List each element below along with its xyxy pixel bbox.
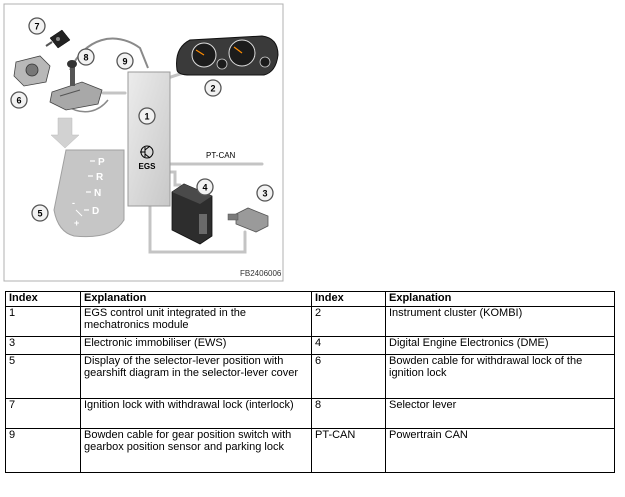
header-index-1: Index <box>6 292 81 307</box>
header-explanation-1: Explanation <box>81 292 312 307</box>
callout-1 <box>139 108 155 124</box>
explanation-cell: Digital Engine Electronics (DME) <box>386 337 615 355</box>
gear-p: P <box>98 157 105 168</box>
callout-6-label: 6 <box>16 95 22 106</box>
table-row <box>6 307 615 337</box>
callout-1-label: 1 <box>144 111 150 122</box>
gear-n: N <box>94 188 102 199</box>
explanation-cell: Electronic immobiliser (EWS) <box>81 337 312 355</box>
callout-2 <box>205 80 221 96</box>
legend-table <box>5 291 615 473</box>
table-row <box>6 337 615 355</box>
gear-r: R <box>96 172 104 183</box>
index-cell: 2 <box>312 307 386 337</box>
explanation-cell: Powertrain CAN <box>386 429 615 473</box>
explanation-cell: Bowden cable for withdrawal lock of the ignition lock <box>386 355 615 399</box>
index-cell: 1 <box>6 307 81 337</box>
callout-2-label: 2 <box>210 83 216 94</box>
explanation-cell: EGS control unit integrated in the mechatronics module <box>81 307 312 337</box>
index-cell: 3 <box>6 337 81 355</box>
table-row <box>6 429 615 473</box>
index-cell: 9 <box>6 429 81 473</box>
selector-lever-cover <box>54 150 124 237</box>
callout-9-label: 9 <box>122 56 128 67</box>
instrument-cluster <box>177 36 278 75</box>
explanation-cell: Bowden cable for gear position switch with gearbox position sensor and parking lock <box>81 429 312 473</box>
index-cell: 8 <box>312 399 386 429</box>
callout-5 <box>32 205 48 221</box>
callout-8-label: 8 <box>83 52 89 63</box>
legend-header-row <box>6 292 615 307</box>
callout-8 <box>78 49 94 65</box>
callout-6 <box>11 92 27 108</box>
egs-label: EGS <box>138 162 156 171</box>
callout-4 <box>197 179 213 195</box>
minus-mark: - <box>72 198 75 208</box>
plus-mark: + <box>74 218 80 228</box>
pt-can-label: PT-CAN <box>206 151 236 160</box>
callout-4-label: 4 <box>202 182 208 193</box>
callout-7 <box>29 18 45 34</box>
header-explanation-2: Explanation <box>386 292 615 307</box>
index-cell: 6 <box>312 355 386 399</box>
callout-3 <box>257 185 273 201</box>
callout-3-label: 3 <box>262 188 268 199</box>
callout-9 <box>117 53 133 69</box>
index-cell: 5 <box>6 355 81 399</box>
index-cell: 7 <box>6 399 81 429</box>
explanation-cell: Instrument cluster (KOMBI) <box>386 307 615 337</box>
table-row <box>6 355 615 399</box>
egs-control-unit <box>128 72 170 206</box>
figure-code: FB2406006 <box>240 269 282 278</box>
explanation-cell: Ignition lock with withdrawal lock (interlock) <box>81 399 312 429</box>
explanation-cell: Selector lever <box>386 399 615 429</box>
callout-7-label: 7 <box>34 21 40 32</box>
callout-5-label: 5 <box>37 208 43 219</box>
gear-d: D <box>92 206 100 217</box>
table-row <box>6 399 615 429</box>
index-cell: 4 <box>312 337 386 355</box>
explanation-cell: Display of the selector-lever position with gearshift diagram in the selector-lever cover <box>81 355 312 399</box>
header-index-2: Index <box>312 292 386 307</box>
index-cell: PT-CAN <box>312 429 386 473</box>
